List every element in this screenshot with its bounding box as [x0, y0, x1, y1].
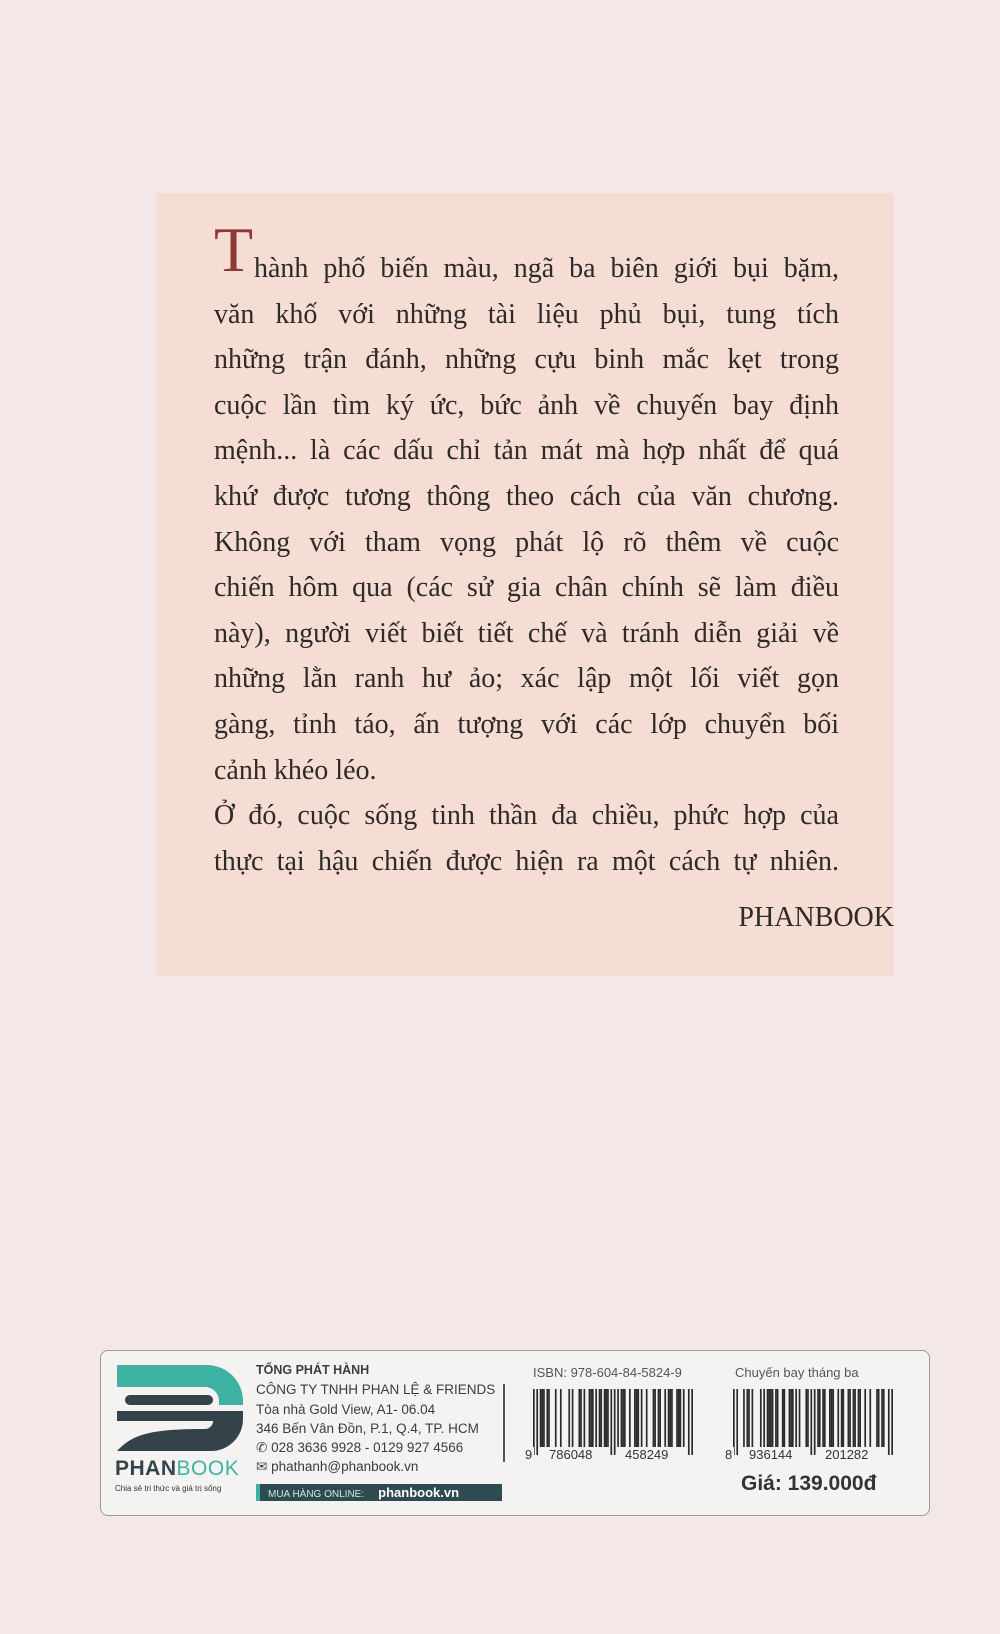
barcode-bar	[777, 1389, 779, 1447]
divider	[503, 1384, 505, 1462]
barcode-bar	[864, 1389, 866, 1447]
barcode-bar	[600, 1389, 602, 1447]
price-label: Giá: 139.000đ	[741, 1472, 877, 1495]
barcode-bar	[881, 1389, 883, 1447]
barcode-digits: 458249	[625, 1447, 669, 1462]
barcode-bar	[746, 1389, 748, 1447]
barcode-bar	[819, 1389, 821, 1447]
barcode-bar	[869, 1389, 871, 1447]
barcode-bar	[578, 1389, 580, 1447]
isbn-label: ISBN: 978-604-84-5824-9	[533, 1365, 682, 1380]
barcode-bar	[883, 1389, 885, 1447]
barcode-bar	[669, 1389, 671, 1447]
barcode-bar	[770, 1389, 772, 1447]
phone-line: ✆ 028 3636 9928 - 0129 927 4566	[256, 1440, 464, 1456]
address-line: Tòa nhà Gold View, A1- 06.04	[256, 1401, 436, 1417]
barcode-bar	[792, 1389, 794, 1447]
barcode-bar	[736, 1389, 738, 1455]
barcode-bar	[617, 1389, 619, 1447]
blurb-line: cuộc lần tìm ký ức, bức ảnh về chuyến bay định	[214, 389, 839, 421]
barcode-bar	[654, 1389, 656, 1447]
barcode-bar	[572, 1389, 574, 1447]
barcode-bar	[832, 1389, 834, 1447]
barcode-bar	[743, 1389, 745, 1447]
barcode-icon	[733, 1389, 893, 1455]
barcode-bar	[691, 1389, 693, 1455]
barcode-bar	[807, 1389, 809, 1447]
store-link[interactable]: phanbook.vn	[378, 1485, 460, 1500]
barcode-bar	[543, 1389, 545, 1447]
barcode-bar	[848, 1389, 850, 1447]
barcode-digit: 9	[525, 1447, 533, 1462]
blurb-line: gàng, tỉnh táo, ấn tượng với các lớp chuyển bối	[214, 708, 839, 740]
barcode-bar	[605, 1389, 607, 1447]
barcode-bar	[548, 1389, 550, 1447]
barcode-bar	[584, 1389, 586, 1447]
phanbook-logo-icon	[115, 1361, 245, 1453]
barcode-bar	[784, 1389, 786, 1447]
barcode-bar	[541, 1389, 543, 1447]
barcode-icon	[533, 1389, 693, 1455]
phone-icon: ✆	[256, 1440, 272, 1456]
barcode-bar	[646, 1389, 648, 1447]
barcode-bar	[824, 1389, 826, 1447]
barcode-bar	[854, 1389, 856, 1447]
barcode-bar	[637, 1389, 639, 1447]
barcode-bar	[831, 1389, 833, 1447]
barcode-bar	[659, 1389, 661, 1447]
barcode-bar	[555, 1389, 557, 1447]
barcode-bar	[629, 1389, 631, 1447]
blurb-line: cảnh khéo léo.	[214, 754, 377, 786]
barcode-bar	[604, 1389, 606, 1447]
barcode-bar	[607, 1389, 609, 1447]
barcode-bar	[688, 1389, 690, 1455]
blurb-line: khứ được tương thông theo cách của văn chương.	[214, 480, 839, 512]
barcode-bar	[891, 1389, 893, 1455]
barcode-bar	[853, 1389, 855, 1447]
barcode-bar	[610, 1389, 612, 1455]
barcode-bar	[822, 1389, 824, 1447]
drop-cap: T	[214, 214, 254, 285]
barcode-bar	[668, 1389, 670, 1447]
barcode-bar	[829, 1389, 831, 1447]
distributor-heading: TỔNG PHÁT HÀNH	[256, 1363, 370, 1377]
blurb-line: hành phố biến màu, ngã ba biên giới bụi bặm,	[254, 253, 839, 284]
barcode-bar	[841, 1389, 843, 1447]
barcode-digits: 786048	[549, 1447, 593, 1462]
barcode-digits: 936144	[749, 1447, 793, 1462]
barcode-bar	[676, 1389, 678, 1447]
barcode-bar	[795, 1389, 797, 1447]
barcode-bar	[622, 1389, 624, 1447]
barcode-bar	[775, 1389, 777, 1447]
barcode-bar	[536, 1389, 538, 1455]
blurb-line: những lằn ranh hư ảo; xác lập một lối viết gọn	[214, 663, 839, 695]
barcode-bar	[641, 1389, 643, 1447]
imprint-box	[100, 1350, 930, 1516]
barcode-bar	[580, 1389, 582, 1447]
barcode-bar	[614, 1389, 616, 1455]
barcode-bar	[671, 1389, 673, 1447]
barcode-bar	[876, 1389, 878, 1447]
blurb-text	[214, 246, 839, 884]
barcode-bar	[789, 1389, 791, 1447]
isbn-barcode	[523, 1389, 703, 1461]
barcode-bar	[763, 1389, 765, 1447]
barcode-bar	[842, 1389, 844, 1447]
barcode-bar	[678, 1389, 680, 1447]
barcode-bar	[653, 1389, 655, 1447]
barcode-bar	[560, 1389, 562, 1447]
barcode-bar	[810, 1389, 812, 1455]
barcode-bar	[760, 1389, 762, 1447]
distributor-info	[256, 1361, 495, 1477]
barcode-bar	[595, 1389, 597, 1447]
book-title: Chuyến bay tháng ba	[735, 1365, 859, 1380]
barcode-bar	[878, 1389, 880, 1447]
blurb-line: văn khố với những tài liệu phủ bụi, tung tích	[214, 298, 839, 330]
barcode-bar	[814, 1389, 816, 1455]
barcode-bar	[683, 1389, 685, 1447]
barcode-bar	[590, 1389, 592, 1447]
barcode-bar	[748, 1389, 750, 1447]
email-line: ✉ phathanh@phanbook.vn	[256, 1459, 419, 1475]
blurb-line: Ở đó, cuộc sống tinh thần đa chiều, phức hợp của	[214, 800, 839, 832]
barcode-bar	[546, 1389, 548, 1447]
barcode-bar	[621, 1389, 623, 1447]
barcode-bar	[589, 1389, 591, 1447]
barcode-bar	[805, 1389, 807, 1447]
barcode-bar	[733, 1389, 735, 1455]
publisher-signature: PHANBOOK	[738, 902, 894, 933]
blurb-line: Không với tham vọng phát lộ rõ thêm về cuộc	[214, 526, 839, 558]
barcode-bar	[837, 1389, 839, 1447]
barcode-bar	[768, 1389, 770, 1447]
barcode-digit: 8	[725, 1447, 733, 1462]
brand-name: PHANBOOK	[115, 1457, 240, 1480]
mail-icon: ✉	[256, 1459, 272, 1475]
barcode-bar	[772, 1389, 774, 1447]
barcode-bar	[658, 1389, 660, 1447]
barcode-bar	[599, 1389, 601, 1447]
barcode-bar	[859, 1389, 861, 1447]
blurb-line: chiến hôm qua (các sử gia chân chính sẽ làm điều	[214, 572, 839, 604]
address-line: 346 Bến Vân Đồn, P.1, Q.4, TP. HCM	[256, 1420, 479, 1436]
barcode-bar	[817, 1389, 819, 1447]
barcode-bar	[634, 1389, 636, 1447]
barcode-bar	[849, 1389, 851, 1447]
barcode-bar	[568, 1389, 570, 1447]
blurb-line: này), người viết biết tiết chế và tránh diễn giải về	[214, 617, 839, 649]
barcode-bar	[680, 1389, 682, 1447]
blurb-line: những trận đánh, những cựu binh mắc kẹt trong	[214, 344, 839, 376]
barcode-bar	[624, 1389, 626, 1447]
barcode-bar	[858, 1389, 860, 1447]
product-barcode	[723, 1389, 903, 1461]
barcode-bar	[664, 1389, 666, 1447]
blurb-line: thực tại hậu chiến được hiện ra một cách tự nhiên.	[214, 845, 839, 877]
online-store-banner[interactable]: MUA HÀNG ONLINE: phanbook.vn	[256, 1484, 502, 1501]
barcode-bar	[752, 1389, 754, 1447]
barcode-bar	[533, 1389, 535, 1455]
brand-tagline: Chia sẻ tri thức và giá trị sống	[115, 1484, 222, 1493]
barcode-bar	[636, 1389, 638, 1447]
barcode-digits: 201282	[825, 1447, 869, 1462]
company-name: CÔNG TY TNHH PHAN LỆ & FRIENDS	[256, 1382, 496, 1398]
barcode-bar	[540, 1389, 542, 1447]
barcode-bar	[888, 1389, 890, 1455]
barcode-bar	[767, 1389, 769, 1447]
barcode-bar	[782, 1389, 784, 1447]
blurb-line: mệnh... là các dấu chỉ tản mát mà hợp nhất để quá	[214, 435, 839, 467]
barcode-bar	[790, 1389, 792, 1447]
barcode-bar	[799, 1389, 801, 1447]
barcode-bar	[592, 1389, 594, 1447]
